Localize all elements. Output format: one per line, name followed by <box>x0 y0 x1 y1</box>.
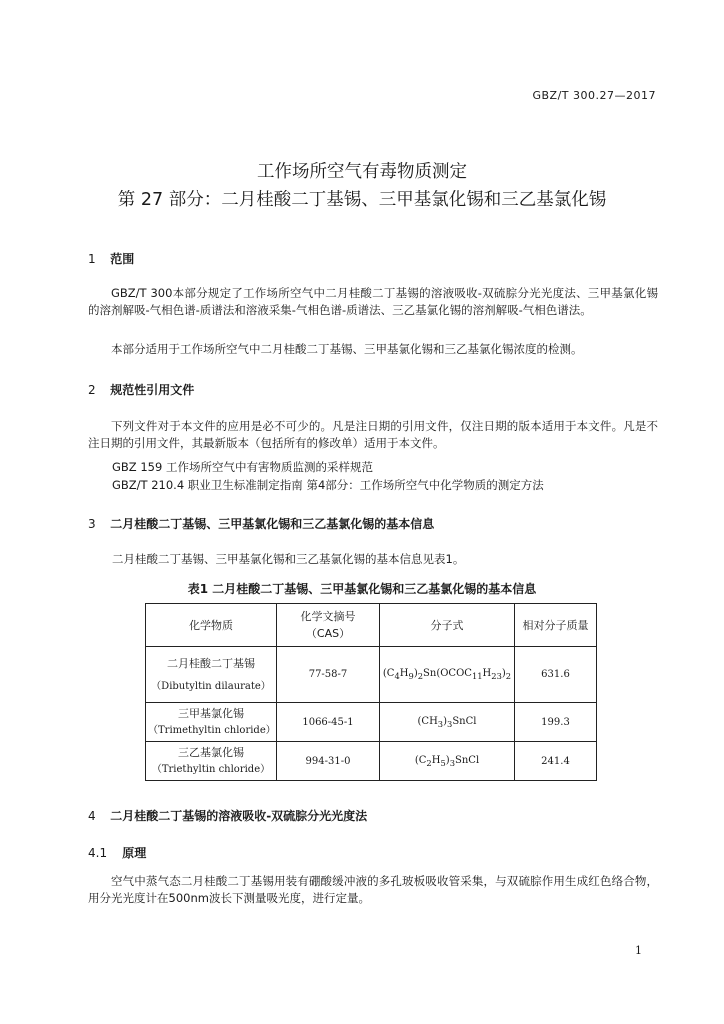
section-1-paragraph-1: GBZ/T 300本部分规定了工作场所空气中二月桂酸二丁基锡的溶液吸收-双硫腙分光光度法、三甲基氯化锡的溶剂解吸-气相色谱-质谱法和溶液采集-气相色谱-质谱法、三乙基氯化锡的溶剂解吸-气相色谱法。 <box>88 286 658 317</box>
section-number: 1 <box>88 252 96 266</box>
section-1-heading <box>88 250 134 267</box>
cell-substance <box>146 703 277 742</box>
subsection-4-1-paragraph-1: 空气中蒸气态二月桂酸二丁基锡用装有硼酸缓冲液的多孔玻板吸收管采集，与双硫腙作用生成红色络合物，用分光光度计在500nm波长下测量吸光度，进行定量。 <box>88 874 658 905</box>
substance-name-en: （Trimethyltin chloride） <box>148 725 276 736</box>
document-title: 工作场所空气有毒物质测定 <box>257 162 467 182</box>
formula-rendered: $(C_2H_5)_3SnCl$ <box>414 754 480 768</box>
section-2-heading <box>88 381 194 398</box>
cell-formula <box>380 742 515 781</box>
table-header-row <box>146 604 597 647</box>
table-caption: 表1 二月桂酸二丁基锡、三甲基氯化锡和三乙基氯化锡的基本信息 <box>187 582 537 596</box>
cell-formula <box>380 647 515 703</box>
formula-rendered: $(C_4H_9)_2Sn(OCOC_{11}H_{23})_2$ <box>382 668 512 681</box>
substance-name-cn: 三甲基氯化锡 <box>178 707 244 720</box>
subsection-4-1-heading <box>88 844 146 861</box>
cell-mass: 241.4 <box>515 742 597 781</box>
substance-name-en: （Triethyltin chloride） <box>151 764 271 775</box>
cell-cas: 994-31-0 <box>277 742 380 781</box>
reference-gbz-159: GBZ 159 工作场所空气中有害物质监测的采样规范 <box>112 460 373 474</box>
header-formula: 分子式 <box>380 604 515 647</box>
header-cas-line1: 化学文摘号 <box>300 610 356 623</box>
section-title: 规范性引用文件 <box>110 383 195 397</box>
section-2-paragraph-1: 下列文件对于本文件的应用是必不可少的。凡是注日期的引用文件，仅注日期的版本适用于本文件。凡是不注日期的引用文件，其最新版本（包括所有的修改单）适用于本文件。 <box>88 419 658 450</box>
section-3-paragraph-1: 二月桂酸二丁基锡、三甲基氯化锡和三乙基氯化锡的基本信息见表1。 <box>112 552 465 566</box>
header-substance: 化学物质 <box>146 604 277 647</box>
cell-mass: 199.3 <box>515 703 597 742</box>
cell-formula <box>380 703 515 742</box>
section-number: 2 <box>88 383 96 397</box>
section-number: 3 <box>88 517 96 531</box>
substance-name-en: （Dibutyltin dilaurate） <box>151 680 271 692</box>
section-4-heading <box>88 807 367 824</box>
section-title: 二月桂酸二丁基锡、三甲基氯化锡和三乙基氯化锡的基本信息 <box>110 517 435 531</box>
section-number: 4 <box>88 809 96 823</box>
cell-substance <box>146 742 277 781</box>
header-mass: 相对分子质量 <box>515 604 597 647</box>
subsection-number: 4.1 <box>88 846 108 860</box>
page-number: 1 <box>635 944 642 957</box>
subsection-title: 原理 <box>122 846 147 860</box>
table-row <box>146 703 597 742</box>
header-cas-line2: （CAS） <box>305 627 351 640</box>
section-1-paragraph-2: 本部分适用于工作场所空气中二月桂酸二丁基锡、三甲基氯化锡和三乙基氯化锡浓度的检测。 <box>111 342 583 356</box>
section-title: 二月桂酸二丁基锡的溶液吸收-双硫腙分光光度法 <box>110 809 368 823</box>
section-3-heading <box>88 515 434 532</box>
standard-code: GBZ/T 300.27—2017 <box>532 89 656 102</box>
header-cas <box>277 604 380 647</box>
reference-gbzt-210-4: GBZ/T 210.4 职业卫生标准制定指南 第4部分：工作场所空气中化学物质的测定方法 <box>112 478 544 492</box>
cell-mass: 631.6 <box>515 647 597 703</box>
document-subtitle: 第 27 部分：二月桂酸二丁基锡、三甲基氯化锡和三乙基氯化锡 <box>117 190 607 210</box>
section-title: 范围 <box>110 252 135 266</box>
basic-info-table <box>145 603 597 781</box>
table-row <box>146 647 597 703</box>
substance-name-cn: 三乙基氯化锡 <box>178 746 244 759</box>
substance-name-cn: 二月桂酸二丁基锡 <box>167 656 255 670</box>
formula-rendered: $(CH_3)_3SnCl$ <box>417 715 477 729</box>
table-row <box>146 742 597 781</box>
cell-cas: 1066-45-1 <box>277 703 380 742</box>
cell-cas: 77-58-7 <box>277 647 380 703</box>
cell-substance <box>146 647 277 703</box>
